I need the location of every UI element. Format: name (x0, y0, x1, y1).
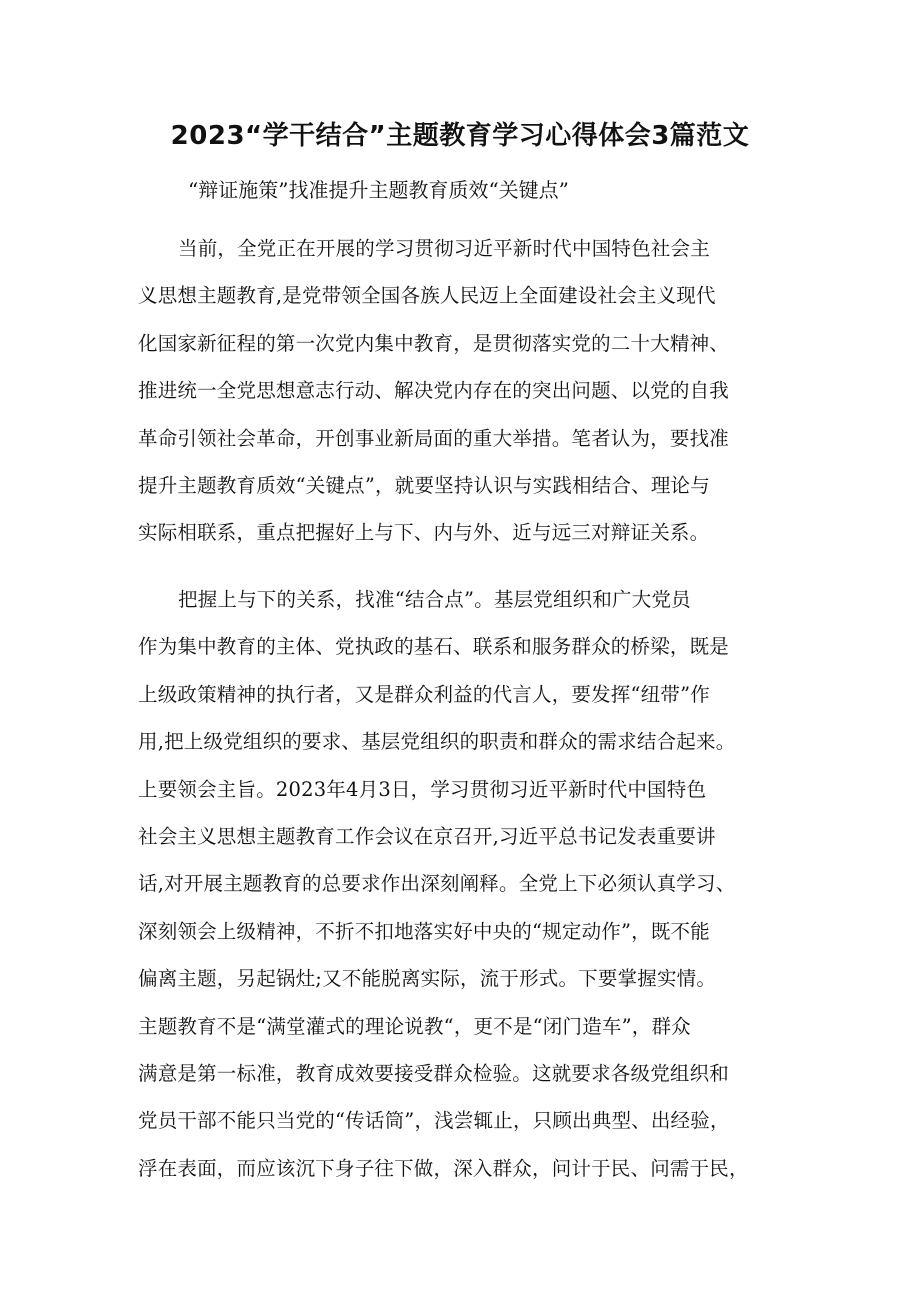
paragraph-line: 提升主题教育质效“关键点”，就要坚持认识与实践相结合、理论与 (138, 473, 710, 497)
paragraph-line: 用,把上级党组织的要求、基层党组织的职责和群众的需求结合起来。 (138, 730, 736, 754)
paragraph-line: 当前，全党正在开展的学习贯彻习近平新时代中国特色社会主 (178, 237, 710, 260)
paragraph-line: 把握上与下的关系，找准“结合点”。基层党组织和广大党员 (178, 588, 691, 611)
paragraph-line: 化国家新征程的第一次党内集中教育，是贯彻落实党的二十大精神、 (138, 331, 730, 355)
document-subtitle: “辩证施策”找准提升主题教育质效“关键点” (188, 178, 569, 202)
paragraph-line: 推进统一全党思想意志行动、解决党内存在的突出问题、以党的自我 (138, 379, 730, 403)
document-title: 2023“学干结合”主题教育学习心得体会3篇范文 (170, 121, 750, 151)
paragraph-line: 上级政策精神的执行者，又是群众利益的代言人，要发挥“纽带”作 (138, 682, 710, 706)
paragraph-line: 义思想主题教育,是党带领全国各族人民迈上全面建设社会主义现代 (138, 284, 716, 308)
paragraph-1 (138, 225, 790, 557)
paragraph-line: 深刻领会上级精神，不折不扣地落实好中央的“规定动作”，既不能 (138, 919, 710, 943)
paragraph-2 (138, 576, 790, 1192)
paragraph-line: 满意是第一标准，教育成效要接受群众检验。这就要求各级党组织和 (138, 1061, 730, 1085)
paragraph-line: 偏离主题，另起锅灶;又不能脱离实际，流于形式。下要掌握实情。 (138, 967, 717, 991)
paragraph-line: 上要领会主旨。2023年4月3日，学习贯彻习近平新时代中国特色 (138, 777, 707, 801)
paragraph-line: 社会主义思想主题教育工作会议在京召开,习近平总书记发表重要讲 (138, 824, 716, 848)
paragraph-line: 实际相联系，重点把握好上与下、内与外、近与远三对辩证关系。 (138, 521, 710, 545)
paragraph-line: 作为集中教育的主体、党执政的基石、联系和服务群众的桥梁，既是 (138, 635, 730, 659)
paragraph-line: 革命引领社会革命，开创事业新局面的重大举措。笔者认为，要找准 (138, 426, 730, 450)
paragraph-line: 主题教育不是“满堂灌式的理论说教“，更不是“闭门造车”，群众 (138, 1014, 691, 1038)
paragraph-line: 浮在表面，而应该沉下身子往下做，深入群众，问计于民、问需于民， (138, 1156, 749, 1180)
paragraph-line: 党员干部不能只当党的“传话筒”，浅尝辄止，只顾出典型、出经验， (138, 1109, 730, 1133)
paragraph-line: 话,对开展主题教育的总要求作出深刻阐释。全党上下必须认真学习、 (138, 872, 736, 896)
